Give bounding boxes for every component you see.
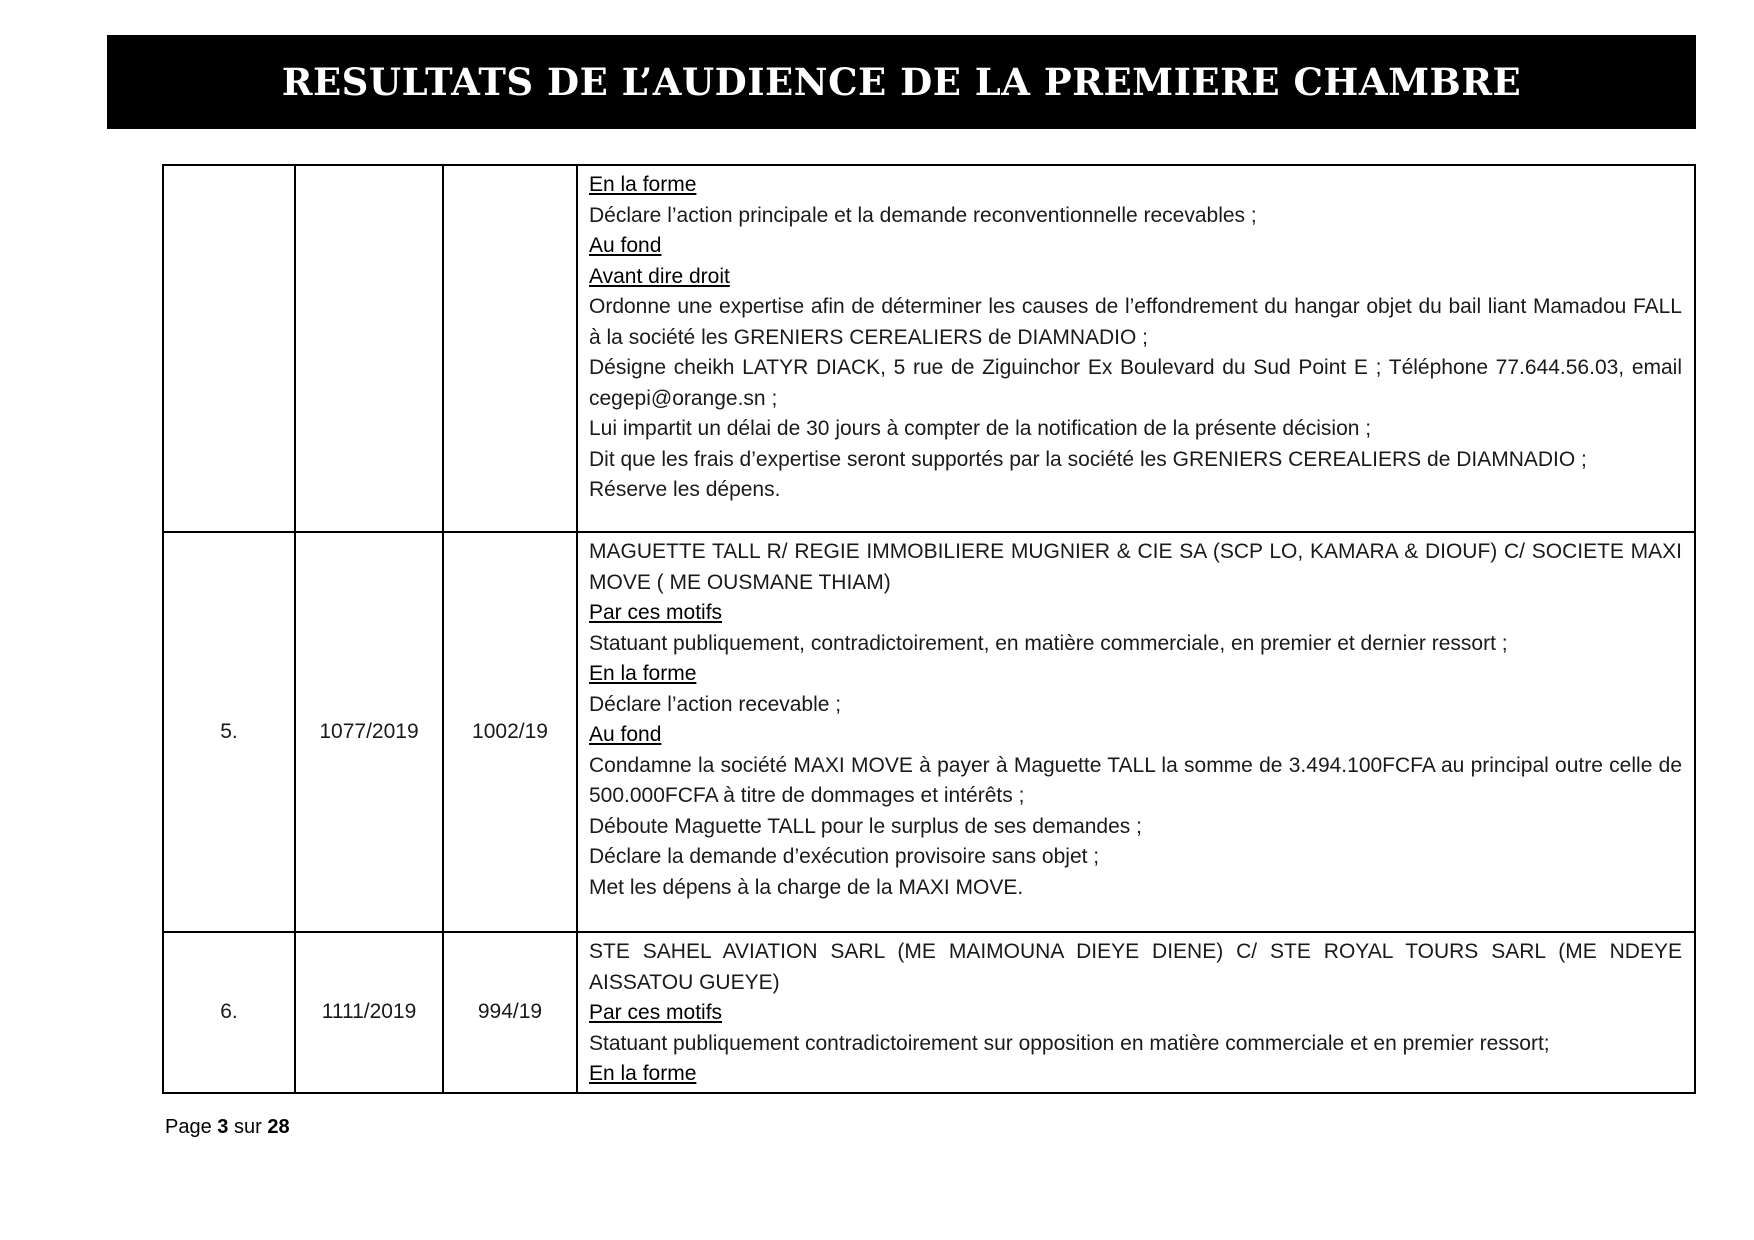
decision-line: Déclare la demande d’exécution provisoire sans objet ; [589,845,1100,868]
page-label: Page [165,1116,212,1138]
title-banner [107,35,1696,129]
decision-line: Déclare l’action principale et la demande reconventionnelle recevables ; [589,203,1257,227]
section-heading: Avant dire droit [589,264,730,288]
decision-line: Désigne cheikh LATYR DIACK, 5 rue de Ziguinchor Ex Boulevard du Sud Point E ; Téléphone 77.644.56.03, email cegepi@orange.sn ; [589,356,1682,410]
case-number: 1077/2019 [295,532,443,932]
case-number [295,165,443,532]
decision-line: Déclare l’action recevable ; [589,692,842,716]
decision-line: Déboute Maguette TALL pour le surplus de ses demandes ; [589,814,1142,838]
decision-line: STE SAHEL AVIATION SARL (ME MAIMOUNA DIEYE DIENE) C/ STE ROYAL TOURS SARL (ME NDEYE AISSATOU GUEYE) [589,940,1682,994]
decision-line: Statuant publiquement contradictoirement sur opposition en matière commerciale et en premier ressort; [589,1031,1550,1055]
row-number: 6. [163,932,295,1093]
section-heading: Au fond [589,234,662,257]
decision-line: Lui impartit un délai de 30 jours à compter de la notification de la présente décision ; [589,417,1372,440]
decision-line: Réserve les dépens. [589,478,781,501]
section-heading: Au fond [589,723,662,746]
table-row [163,165,1695,532]
section-heading: Par ces motifs [589,1001,723,1024]
section-heading: Par ces motifs [589,601,723,624]
decision-number [443,165,577,532]
row-number: 5. [163,532,295,932]
decision-text [577,165,1695,532]
decision-line: Condamne la société MAXI MOVE à payer à Maguette TALL la somme de 3.494.100FCFA au principal outre celle de 500.000FCFA à titre de dommages et intérêts ; [589,753,1682,807]
row-number [163,165,295,532]
table-row [163,932,1695,1093]
decision-line: Statuant publiquement, contradictoirement, en matière commerciale, en premier et dernier ressort ; [589,631,1508,655]
page-indicator [165,1116,290,1139]
decision-number: 994/19 [443,932,577,1093]
section-heading: En la forme [589,173,697,196]
decision-line: Ordonne une expertise afin de déterminer les causes de l’effondrement du hangar objet du bail liant Mamadou FALL à la société les GRENIERS CEREALIERS de DIAMNADIO ; [589,295,1682,349]
decision-text [577,532,1695,932]
total-pages: 28 [267,1116,290,1138]
decision-line: Met les dépens à la charge de la MAXI MOVE. [589,875,1024,899]
decision-text [577,932,1695,1093]
table-row [163,532,1695,932]
section-heading: En la forme [589,662,697,685]
section-heading: En la forme [589,1062,697,1085]
results-table [162,164,1696,1094]
decision-number: 1002/19 [443,532,577,932]
decision-line: Dit que les frais d’expertise seront supportés par la société les GRENIERS CEREALIERS de DIAMNADIO ; [589,447,1587,471]
case-number: 1111/2019 [295,932,443,1093]
of-label: sur [233,1116,262,1138]
decision-line: MAGUETTE TALL R/ REGIE IMMOBILIERE MUGNIER & CIE SA (SCP LO, KAMARA & DIOUF) C/ SOCIETE MAXI MOVE ( ME OUSMANE THIAM) [589,540,1682,594]
page-title: RESULTATS DE L’AUDIENCE DE LA PREMIERE CHAMBRE [281,60,1522,104]
current-page: 3 [217,1116,229,1138]
